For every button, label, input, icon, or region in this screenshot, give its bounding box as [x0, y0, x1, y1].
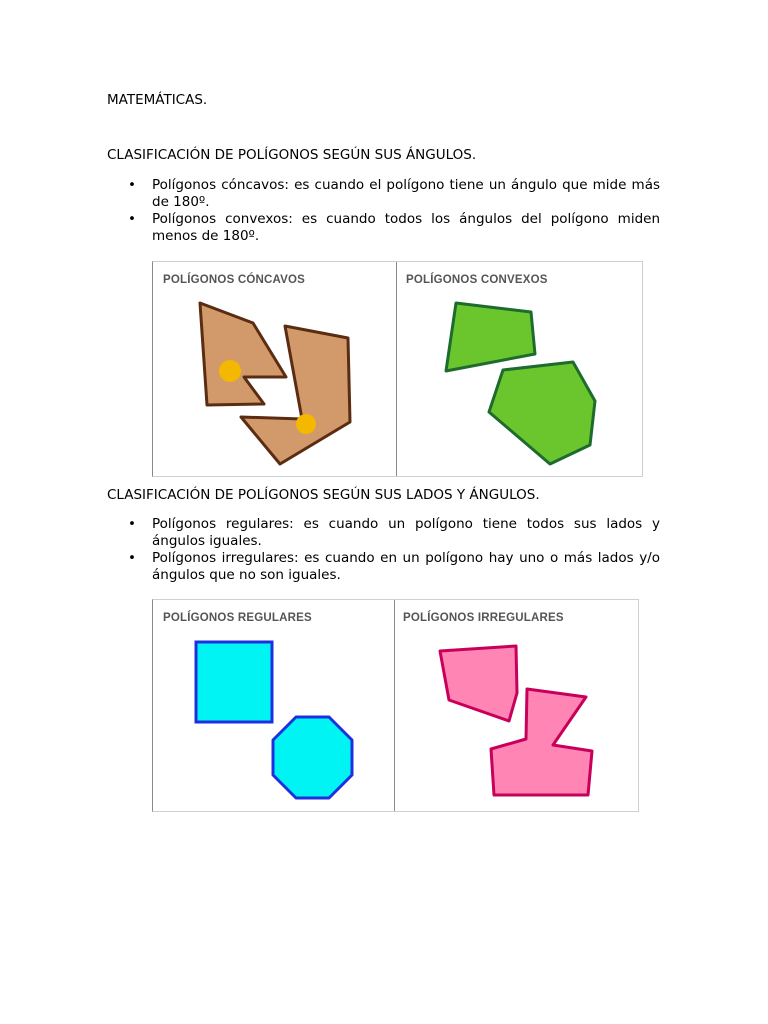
panel-title-convex: POLÍGONOS CONVEXOS [406, 274, 548, 286]
convex-polygons [446, 303, 595, 464]
regular-octagon [273, 717, 352, 798]
regular-polygons [196, 642, 352, 798]
convex-quadrilateral [446, 303, 535, 371]
concave-polygon-1 [200, 303, 286, 405]
bullet-text: Polígonos cóncavos: es cuando el polígono tiene un ángulo que mide más de 180º. [152, 177, 660, 210]
reflex-angle-marker [219, 360, 241, 382]
regular-square [196, 642, 272, 722]
section2-heading: CLASIFICACIÓN DE POLÍGONOS SEGÚN SUS LADOS Y ÁNGULOS. [107, 487, 540, 503]
concave-polygons [200, 303, 350, 464]
list-item [107, 550, 660, 584]
list-item [107, 211, 660, 245]
panel-title-concave: POLÍGONOS CÓNCAVOS [163, 274, 306, 286]
irregular-pentagon [440, 646, 517, 721]
bullet-icon: • [128, 177, 136, 193]
list-item [107, 177, 660, 211]
convex-hexagon [489, 362, 595, 464]
panel-title-regular: POLÍGONOS REGULARES [163, 612, 312, 624]
irregular-polygons [440, 646, 592, 795]
bullet-text: Polígonos convexos: es cuando todos los ángulos del polígono miden menos de 180º. [152, 211, 660, 244]
bullet-icon: • [128, 550, 136, 566]
bullet-text: Polígonos irregulares: es cuando en un polígono hay uno o más lados y/o ángulos que no son iguales. [152, 550, 660, 583]
angles-figure-drawing [153, 262, 642, 476]
sides-figure [152, 599, 639, 812]
bullet-icon: • [128, 516, 136, 532]
angles-figure [152, 261, 643, 477]
bullet-text: Polígonos regulares: es cuando un polígono tiene todos sus lados y ángulos iguales. [152, 516, 660, 549]
list-item [107, 516, 660, 550]
sides-figure-drawing [153, 600, 638, 811]
reflex-angle-marker [296, 414, 316, 434]
document-subject: MATEMÁTICAS. [107, 92, 208, 108]
bullet-icon: • [128, 211, 136, 227]
section2-bullet-list [107, 516, 660, 584]
section1-bullet-list [107, 177, 660, 245]
section1-heading: CLASIFICACIÓN DE POLÍGONOS SEGÚN SUS ÁNGULOS. [107, 147, 477, 163]
panel-title-irregular: POLÍGONOS IRREGULARES [403, 612, 564, 624]
